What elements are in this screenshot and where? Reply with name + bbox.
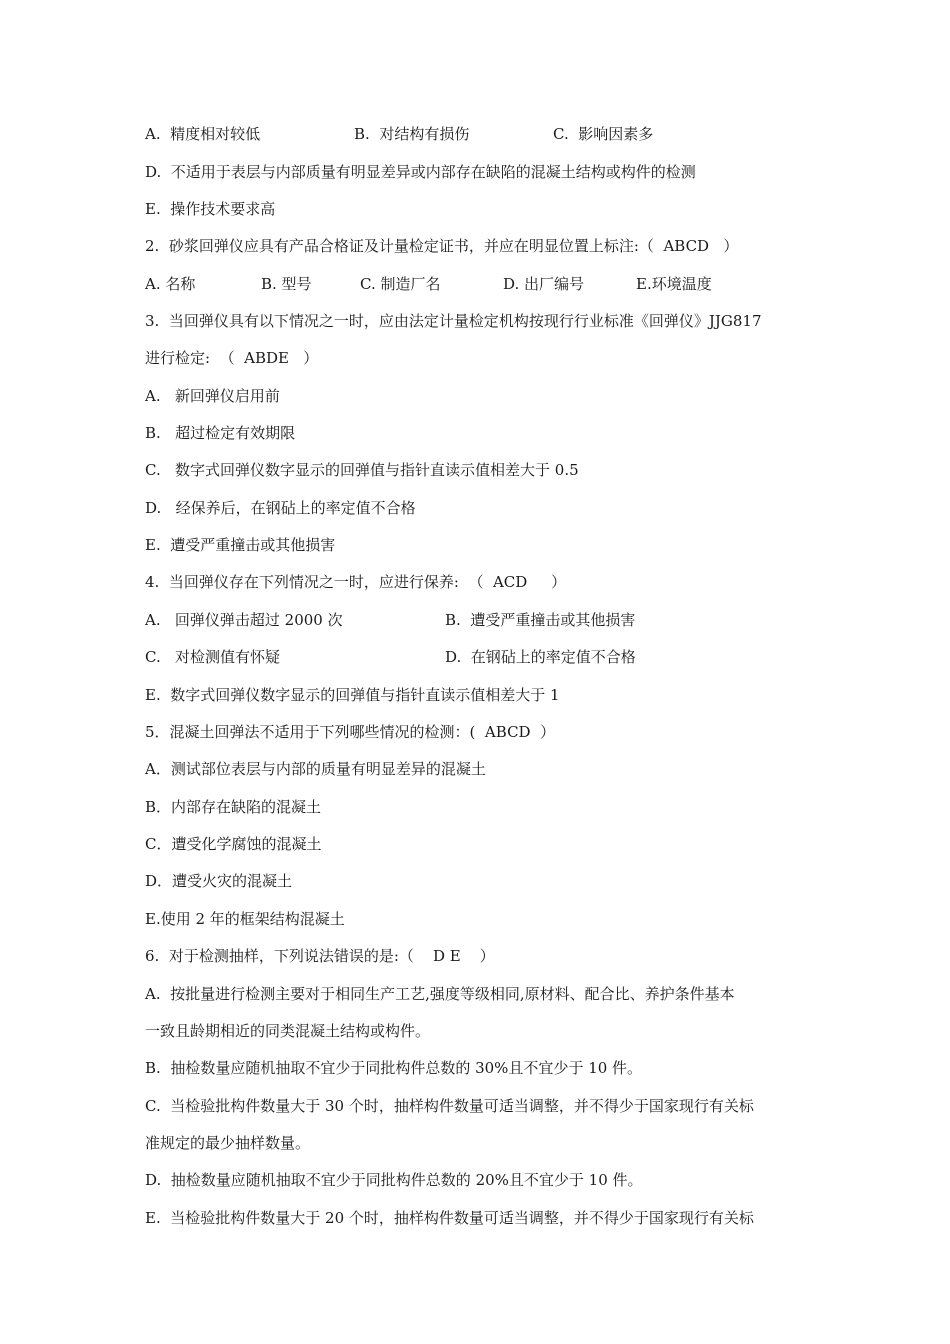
q3-question: 3. 当回弹仪具有以下情况之一时，应由法定计量检定机构按现行行业标准《回弹仪》JJG817 xyxy=(145,312,762,330)
q5-option-c: C．遭受化学腐蚀的混凝土 xyxy=(145,835,322,853)
q4-option-c: C. 对检测值有怀疑 xyxy=(145,648,281,666)
q6-option-e: E. 当检验批构件数量大于 20 个时，抽样构件数量可适当调整，并不得少于国家现行有关标 xyxy=(145,1209,754,1227)
q1-option-c: C. 影响因素多 xyxy=(553,125,654,143)
q6-option-a: A. 按批量进行检测主要对于相同生产工艺,强度等级相同,原材料、配合比、养护条件基本 xyxy=(145,985,735,1003)
q1-option-e: E. 操作技术要求高 xyxy=(145,200,276,218)
q1-option-a: A. 精度相对较低 xyxy=(145,125,261,143)
q6-option-b: B. 抽检数量应随机抽取不宜少于同批构件总数的 30%且不宜少于 10 件。 xyxy=(145,1059,643,1077)
q3-option-c: C. 数字式回弹仪数字显示的回弹值与指针直读示值相差大于 0.5 xyxy=(145,461,579,479)
q6-option-c: C. 当检验批构件数量大于 30 个时，抽样构件数量可适当调整，并不得少于国家现行有关标 xyxy=(145,1097,754,1115)
q3-option-a: A. 新回弹仪启用前 xyxy=(145,387,280,405)
q4-question: 4. 当回弹仪存在下列情况之一时，应进行保养: （ ACD ） xyxy=(145,573,567,591)
q5-option-e: E.使用 2 年的框架结构混凝土 xyxy=(145,910,345,928)
q5-option-d: D．遭受火灾的混凝土 xyxy=(145,872,293,890)
q3-option-b: B. 超过检定有效期限 xyxy=(145,424,296,442)
q4-option-a: A. 回弹仪弹击超过 2000 次 xyxy=(145,611,343,629)
q1-option-b: B. 对结构有损伤 xyxy=(354,125,470,143)
q4-option-d: D. 在钢砧上的率定值不合格 xyxy=(445,648,636,666)
q2-option-b: B. 型号 xyxy=(261,275,312,293)
q4-option-e: E. 数字式回弹仪数字显示的回弹值与指针直读示值相差大于 1 xyxy=(145,686,560,704)
q2-option-c: C. 制造厂名 xyxy=(360,275,441,293)
q2-option-d: D. 出厂编号 xyxy=(503,275,585,293)
q4-option-b: B. 遭受严重撞击或其他损害 xyxy=(445,611,636,629)
q6-option-a-cont: 一致且龄期相近的同类混凝土结构或构件。 xyxy=(145,1022,431,1040)
q5-question: 5．混凝土回弹法不适用于下列哪些情况的检测：( ABCD ） xyxy=(145,723,556,741)
q6-option-c-cont: 准规定的最少抽样数量。 xyxy=(145,1134,311,1152)
q6-question: 6. 对于检测抽样，下列说法错误的是:（ D E ） xyxy=(145,947,495,965)
q5-option-b: B．内部存在缺陷的混凝土 xyxy=(145,798,322,816)
q1-option-d: D. 不适用于表层与内部质量有明显差异或内部存在缺陷的混凝土结构或构件的检测 xyxy=(145,163,696,181)
q5-option-a: A．测试部位表层与内部的质量有明显差异的混凝土 xyxy=(145,760,486,778)
q3-question-cont: 进行检定: （ ABDE ） xyxy=(145,349,319,367)
q2-option-a: A. 名称 xyxy=(145,275,196,293)
q3-option-e: E. 遭受严重撞击或其他损害 xyxy=(145,536,336,554)
q2-question: 2. 砂浆回弹仪应具有产品合格证及计量检定证书，并应在明显位置上标注:（ ABCD ） xyxy=(145,237,739,255)
q2-option-e: E.环境温度 xyxy=(636,275,712,293)
q6-option-d: D. 抽检数量应随机抽取不宜少于同批构件总数的 20%且不宜少于 10 件。 xyxy=(145,1171,643,1189)
q3-option-d: D. 经保养后，在钢砧上的率定值不合格 xyxy=(145,499,416,517)
